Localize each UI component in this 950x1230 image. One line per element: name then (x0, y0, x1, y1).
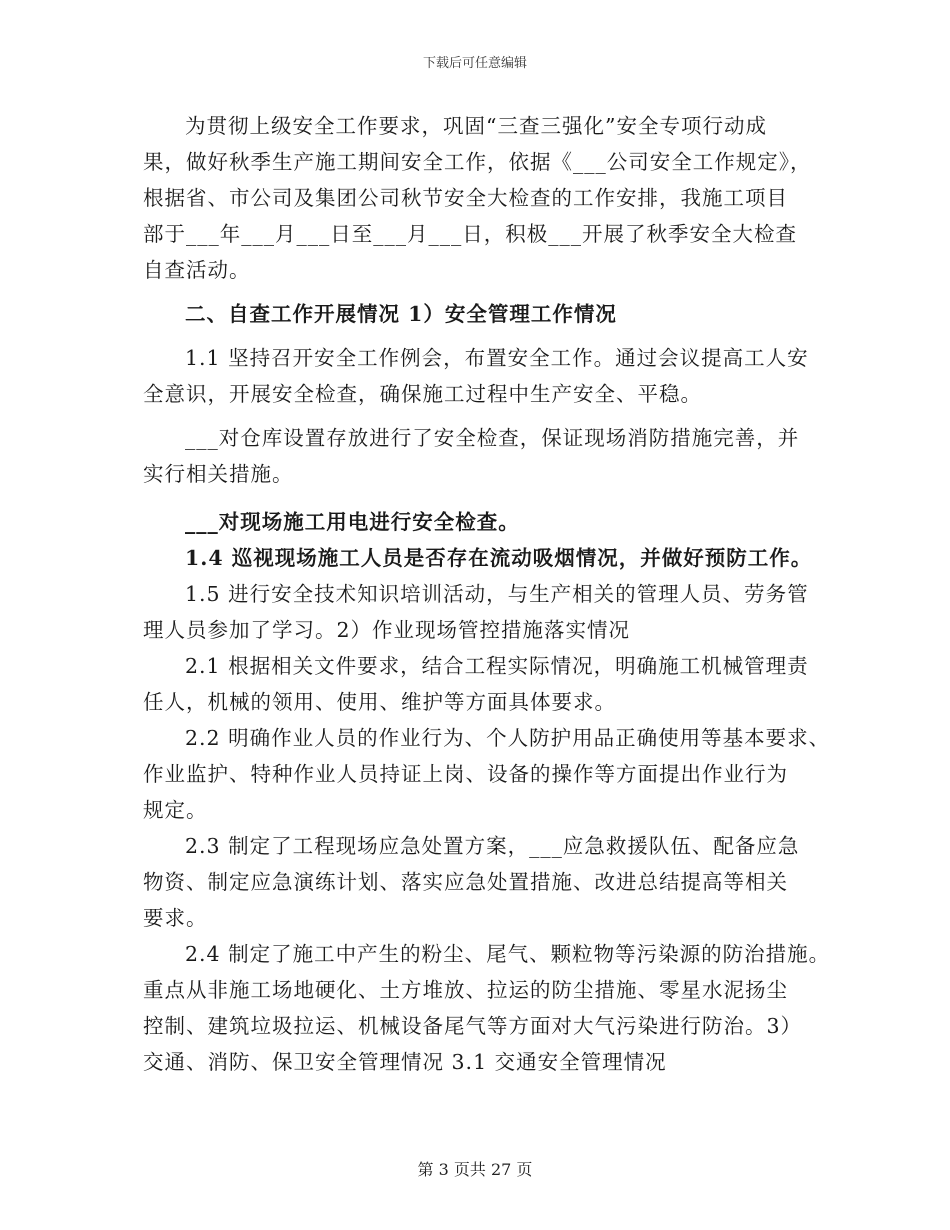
paragraph-line: 部于___年___月___日至___月___日，积极___开展了秋季安全大检查 (143, 222, 797, 246)
paragraph-line: 2.3 制定了工程现场应急处置方案，___应急救援队伍、配备应急 (185, 834, 800, 858)
paragraph-line: 2.4 制定了施工中产生的粉尘、尾气、颗粒物等污染源的防治措施。 (185, 942, 831, 966)
paragraph-line: 自查活动。 (143, 258, 251, 282)
document-body (143, 108, 831, 1080)
paragraph-line: 实行相关措施。 (143, 462, 294, 486)
paragraph-line: 全意识，开展安全检查，确保施工过程中生产安全、平稳。 (143, 382, 702, 406)
paragraph-line: 为贯彻上级安全工作要求，巩固“三查三强化”安全专项行动成 (185, 114, 767, 138)
paragraph-line: 物资、制定应急演练计划、落实应急处置措施、改进总结提高等相关 (143, 870, 788, 894)
paragraph-line: 1.5 进行安全技术知识培训活动，与生产相关的管理人员、劳务管 (185, 582, 809, 606)
bold-item: ___对现场施工用电进行安全检查。 (185, 510, 520, 534)
paragraph-line: 2.2 明确作业人员的作业行为、个人防护用品正确使用等基本要求、 (185, 726, 831, 750)
section-heading: 二、自查工作开展情况 1）安全管理工作情况 (185, 302, 617, 326)
page-footer: 第 3 页共 27 页 (417, 1160, 533, 1179)
paragraph-line: 重点从非施工场地硬化、土方堆放、拉运的防尘措施、零星水泥扬尘 (143, 978, 788, 1002)
bold-item: 1.4 巡视现场施工人员是否存在流动吸烟情况，并做好预防工作。 (185, 546, 813, 570)
paragraph-line: 作业监护、特种作业人员持证上岗、设备的操作等方面提出作业行为 (143, 762, 788, 786)
paragraph-line: 规定。 (143, 798, 208, 822)
paragraph-line: 任人，机械的领用、使用、维护等方面具体要求。 (143, 690, 616, 714)
paragraph-line: 果，做好秋季生产施工期间安全工作，依据《___公司安全工作规定》， (143, 150, 812, 174)
paragraph-line: ___对仓库设置存放进行了安全检查，保证现场消防措施完善，并 (185, 426, 800, 450)
paragraph-line: 2.1 根据相关文件要求，结合工程实际情况，明确施工机械管理责 (185, 654, 809, 678)
paragraph-line: 要求。 (143, 906, 208, 930)
paragraph-line: 1.1 坚持召开安全工作例会，布置安全工作。通过会议提高工人安 (185, 346, 809, 370)
paragraph-line: 根据省、市公司及集团公司秋节安全大检查的工作安排，我施工项目 (143, 186, 788, 210)
paragraph-line: 理人员参加了学习。2）作业现场管控措施落实情况 (143, 618, 631, 642)
paragraph-line: 控制、建筑垃圾拉运、机械设备尾气等方面对大气污染进行防治。3） (143, 1014, 803, 1038)
page-header: 下载后可任意编辑 (422, 56, 527, 71)
paragraph-line: 交通、消防、保卫安全管理情况 3.1 交通安全管理情况 (143, 1050, 667, 1074)
